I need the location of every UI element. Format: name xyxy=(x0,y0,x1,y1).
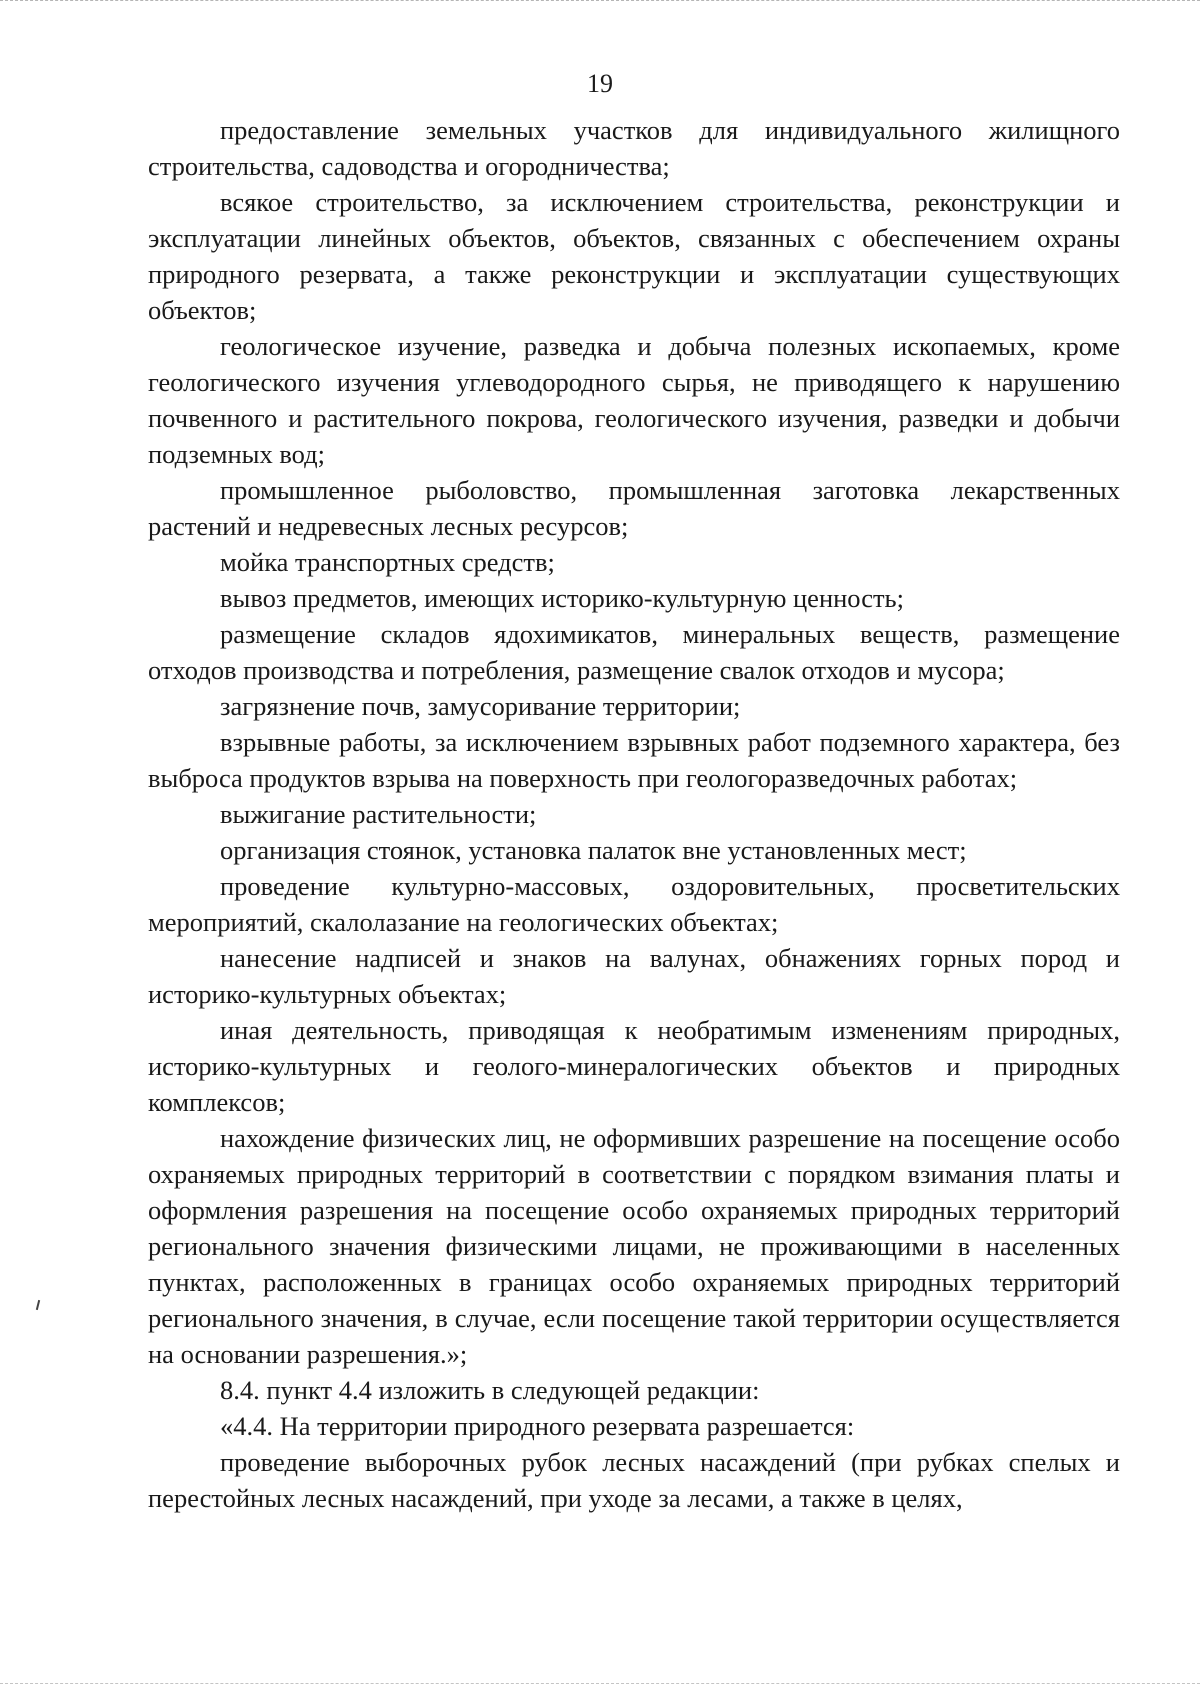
paragraph: загрязнение почв, замусоривание территории; xyxy=(220,691,741,721)
paragraph: предоставление земельных участков для индивидуального жилищного строительства, садоводства и огородничества; xyxy=(148,115,1120,181)
margin-mark xyxy=(36,1300,40,1310)
paragraph: размещение складов ядохимикатов, минеральных веществ, размещение отходов производства и потребления, размещение свалок отходов и мусора; xyxy=(148,619,1120,685)
scan-bottom-edge xyxy=(0,1683,1200,1686)
paragraph: промышленное рыболовство, промышленная заготовка лекарственных растений и недревесных лесных ресурсов; xyxy=(148,475,1120,541)
paragraph: иная деятельность, приводящая к необратимым изменениям природных, историко-культурных и геолого-минералогических объектов и природных комплексов; xyxy=(148,1015,1120,1117)
paragraph: проведение культурно-массовых, оздоровительных, просветительских мероприятий, скалолазание на геологических объектах; xyxy=(148,871,1120,937)
paragraph: организация стоянок, установка палаток вне установленных мест; xyxy=(220,835,967,865)
paragraph: взрывные работы, за исключением взрывных работ подземного характера, без выброса продуктов взрыва на поверхность при геологоразведочных работах; xyxy=(148,727,1120,793)
paragraph: геологическое изучение, разведка и добыча полезных ископаемых, кроме геологического изучения углеводородного сырья, не приводящего к нарушению почвенного и растительного покрова, геологического изучения, разведки и добычи подземных вод; xyxy=(148,331,1120,469)
paragraph: всякое строительство, за исключением строительства, реконструкции и эксплуатации линейных объектов, объектов, связанных с обеспечением охраны природного резервата, а также реконструкции и эксплуатации существующих объектов; xyxy=(148,187,1120,325)
page-number: 19 xyxy=(587,69,613,98)
paragraph: вывоз предметов, имеющих историко-культурную ценность; xyxy=(220,583,905,613)
scan-top-edge xyxy=(0,0,1200,3)
paragraph: нанесение надписей и знаков на валунах, обнажениях горных пород и историко-культурных объектах; xyxy=(148,943,1120,1009)
paragraph: мойка транспортных средств; xyxy=(220,547,555,577)
paragraph: «4.4. На территории природного резервата разрешается: xyxy=(220,1411,855,1441)
paragraph: 8.4. пункт 4.4 изложить в следующей редакции: xyxy=(220,1375,760,1405)
paragraph: нахождение физических лиц, не оформивших разрешение на посещение особо охраняемых природных территорий в соответствии с порядком взимания платы и оформления разрешения на посещение особо охраняемых природных территорий регионального значения физическими лицами, не проживающими в населенных пунктах, расположенных в границах особо охраняемых природных территорий регионального значения, в случае, если посещение такой территории осуществляется на основании разрешения.»; xyxy=(148,1123,1120,1369)
paragraph: проведение выборочных рубок лесных насаждений (при рубках спелых и перестойных лесных насаждений, при уходе за лесами, а также в целях, xyxy=(148,1447,1120,1513)
document-body xyxy=(148,112,1120,1516)
paragraph: выжигание растительности; xyxy=(220,799,537,829)
